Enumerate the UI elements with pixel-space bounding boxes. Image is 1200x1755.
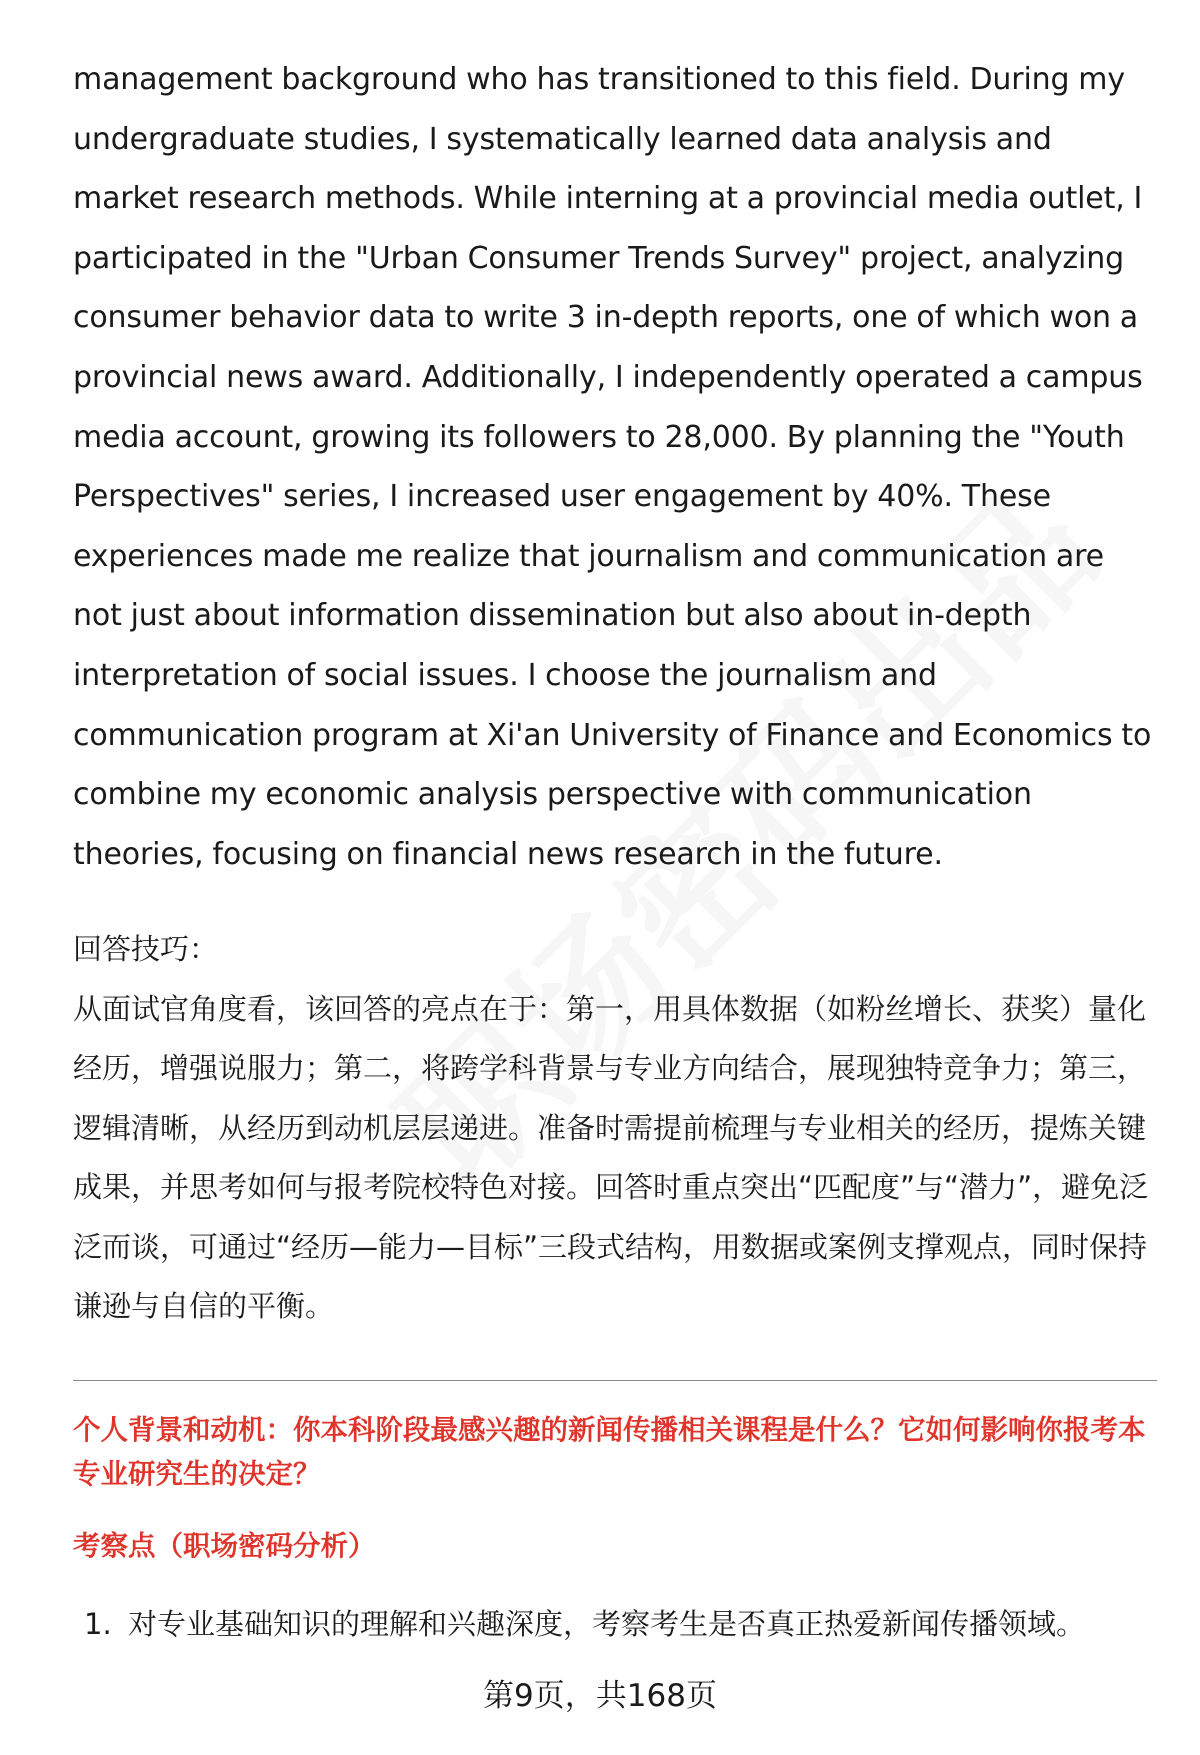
tips-label: 回答技巧： bbox=[73, 932, 219, 967]
answer-section bbox=[73, 50, 1158, 1337]
list-item-text: 对专业基础知识的理解和兴趣深度，考察考生是否真正热爱新闻传播领域。 bbox=[128, 1607, 1086, 1641]
question-heading: 个人背景和动机：你本科阶段最感兴趣的新闻传播相关课程是什么？它如何影响你报考本专业研究生的决定？ bbox=[73, 1414, 1146, 1490]
assessment-heading: 考察点（职场密码分析） bbox=[73, 1530, 376, 1562]
tips-body: 从面试官角度看，该回答的亮点在于：第一，用具体数据（如粉丝增长、获奖）量化经历，增强说服力；第二，将跨学科背景与专业方向结合，展现独特竞争力；第三，逻辑清晰，从经历到动机层层递进。准备时需提前梳理与专业相关的经历，提炼关键成果，并思考如何与报考院校特色对接。回答时重点突出“匹配度”与“潜力”，避免泛泛而谈，可通过“经历—能力—目标”三段式结构，用数据或案例支撑观点，同时保持谦逊与自信的平衡。 bbox=[73, 991, 1149, 1324]
list-item-number: 1. bbox=[84, 1607, 112, 1641]
list-item bbox=[84, 1602, 1164, 1646]
answer-paragraph: management background who has transitioned to this field. During my undergraduate studies, I systematically learned data analysis and market research methods. While interning at a provincial media outlet, I participated in the "Urban Consumer Trends Survey" project, analyzing consumer behavior data to write 3 in-depth reports, one of which won a provincial news award. Additionally, I independently operated a campus media account, growing its followers to 28,000. By planning the "Youth Perspectives" series, I increased user engagement by 40%. These experiences made me realize that journalism and communication are not just about information dissemination but also about in-depth interpretation of social issues. I choose the journalism and communication program at Xi'an University of Finance and Economics to combine my economic analysis perspective with communication theories, focusing on financial news research in the future. bbox=[73, 62, 1152, 872]
answer-tips bbox=[73, 920, 1158, 1337]
assessment-points-list bbox=[84, 1602, 1164, 1646]
page-number-footer: 第9页，共168页 bbox=[483, 1678, 717, 1714]
section-divider bbox=[73, 1380, 1157, 1381]
